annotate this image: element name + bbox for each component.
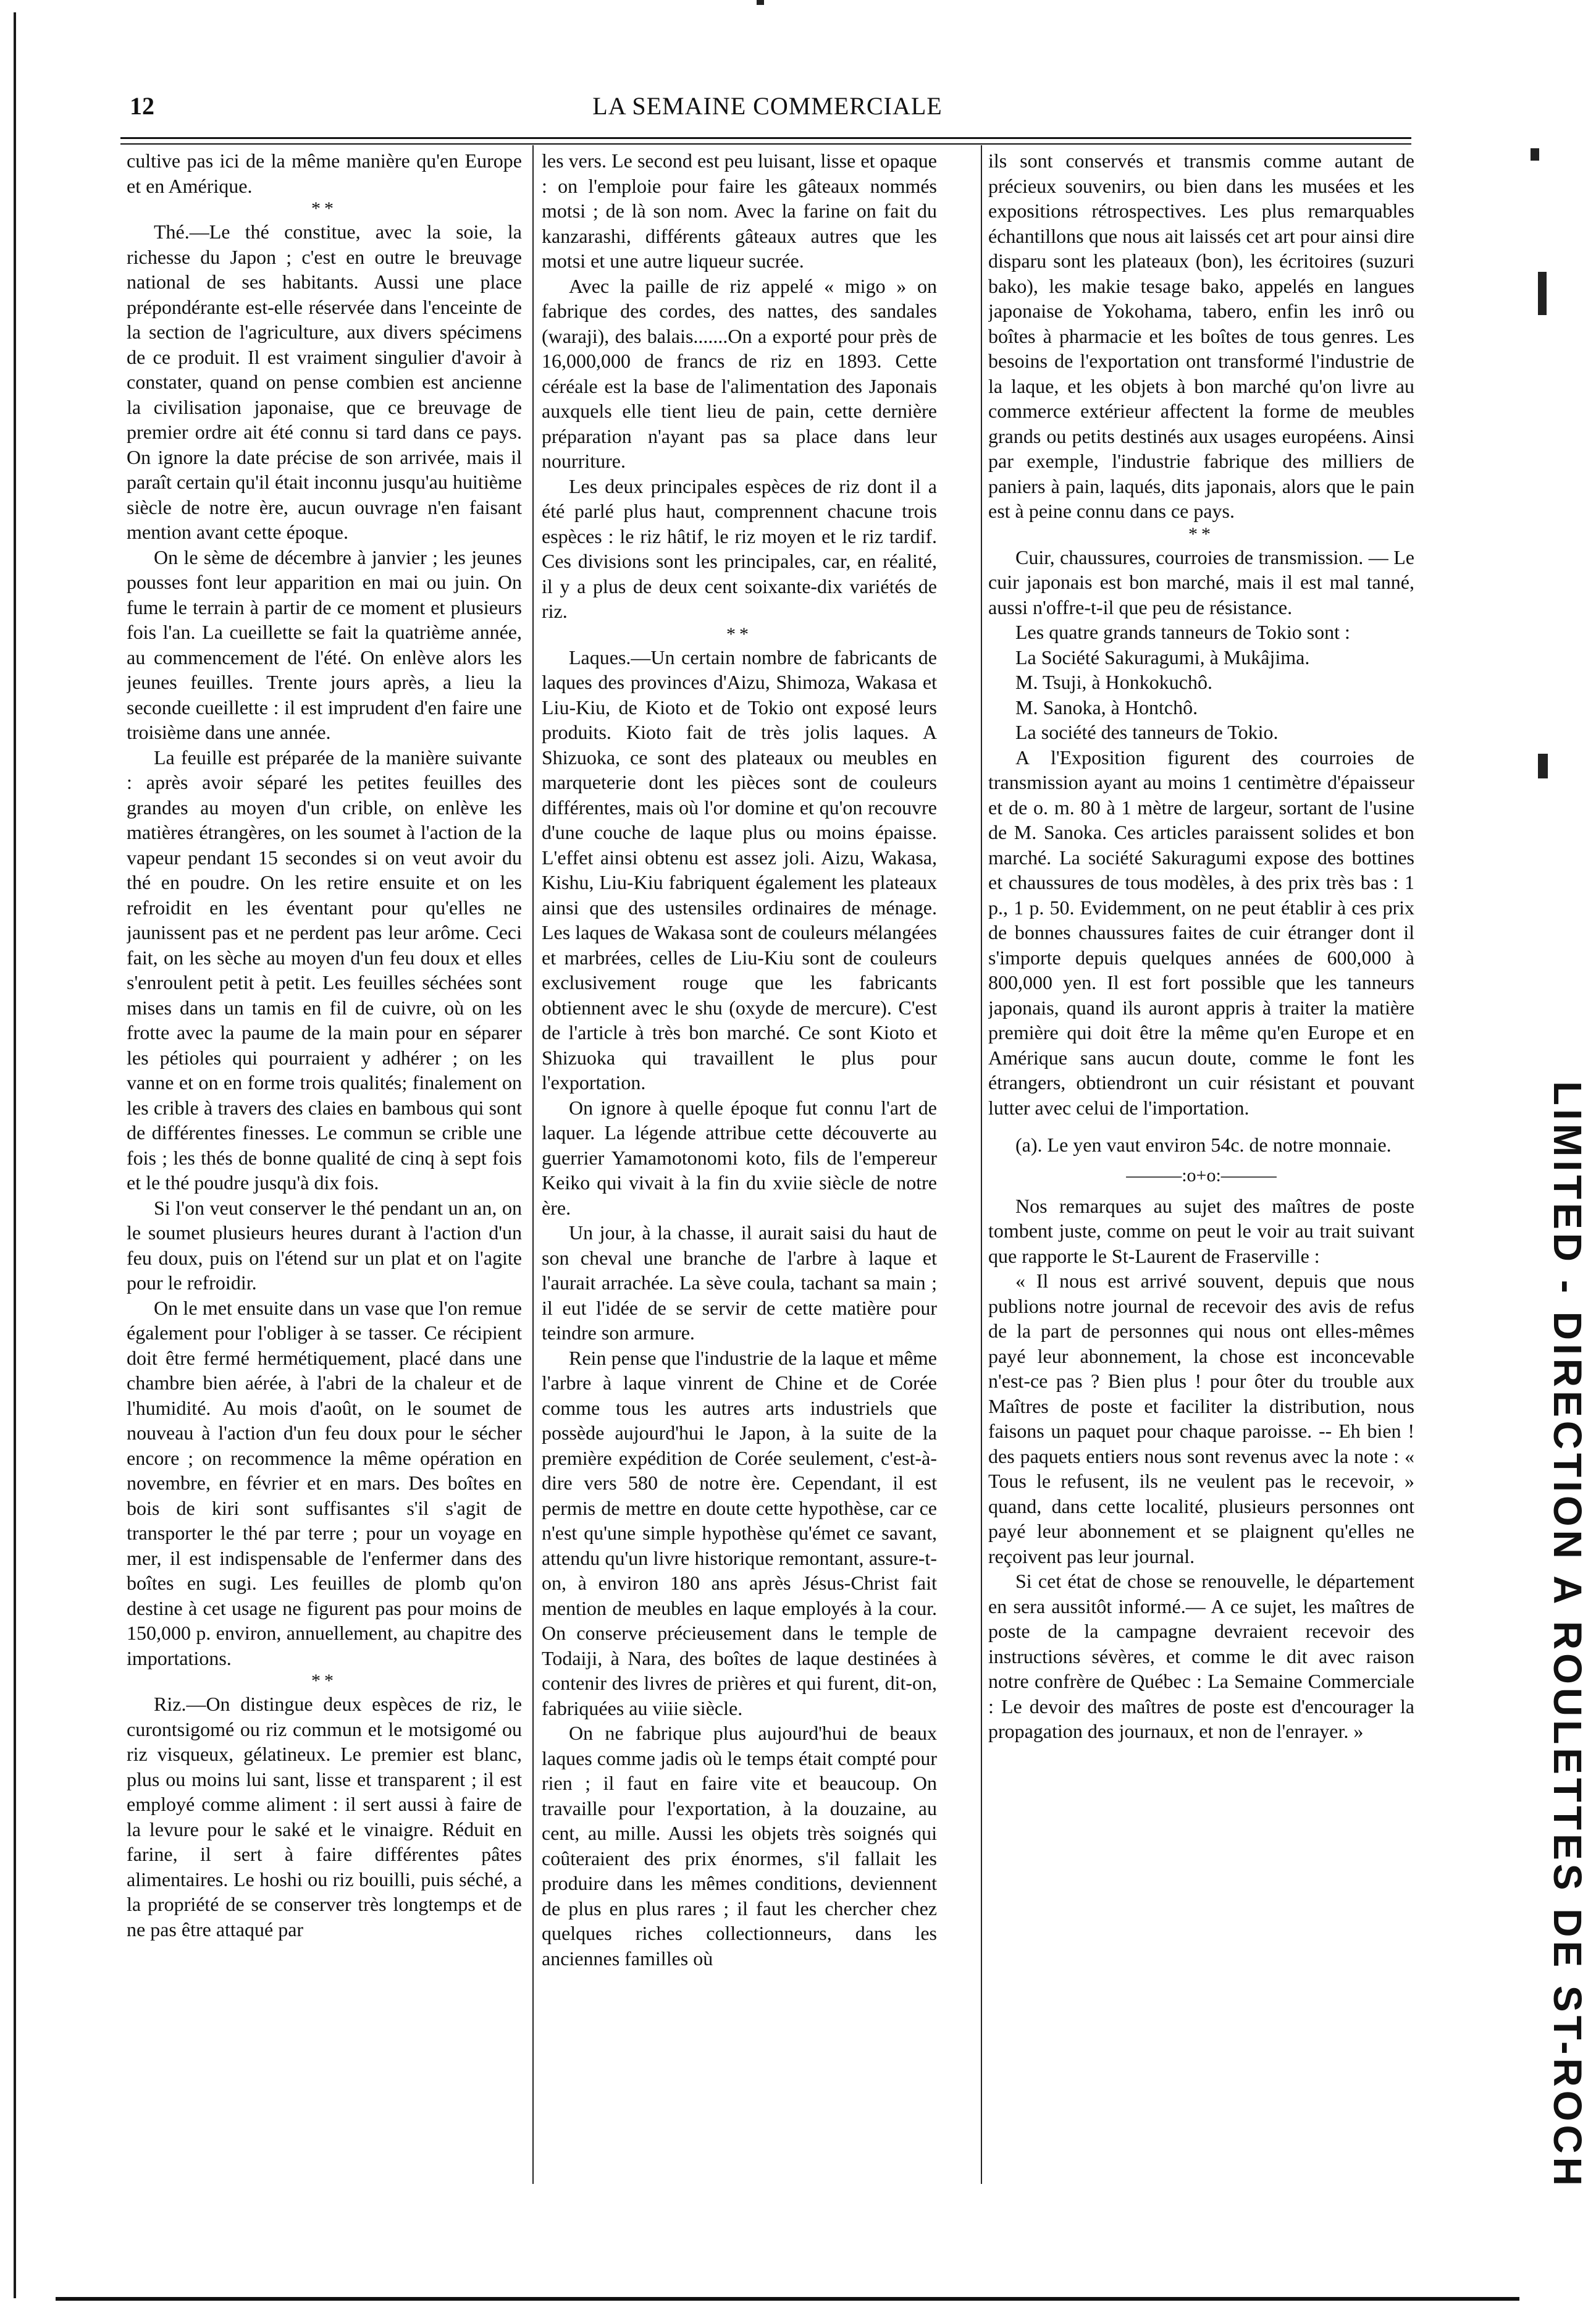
paragraph: On ne fabrique plus aujourd'hui de beaux laques comme jadis où le temps était compté pour rien ; il faut en faire vite et beaucoup. On travaille pour l'exportation, à la douzaine, au cent, au mille. Aussi les objets très soignés qui coûteraient des prix énormes, s'il fallait les produire dans les mêmes conditions, deviennent de plus en plus rares ; il faut les chercher chez quelques riches collectionneurs, dans les anciennes familles où <box>542 1722 937 1970</box>
paragraph: Nos remarques au sujet des maîtres de poste tombent juste, comme on peut le voir au trait suivant que rapporte le St-Laurent de Fraserville : <box>988 1194 1414 1267</box>
column-3 <box>988 148 1414 2193</box>
page-header <box>124 91 1411 129</box>
paragraph-laques: Laques.—Un certain nombre de fabricants de laques des provinces d'Aizu, Shimoza, Wakasa et Liu-Kiu, de Kioto et de Tokio ont exposé leurs produits. Kioto fait de très jolis laques. A Shizuoka, ce sont des plateaux ou meubles en marqueterie dont les pièces sont de couleurs différentes, mais où l'or domine et qu'on recouvre d'une couche de laque plus ou moins épaisse. L'effet ainsi obtenu est assez joli. Aizu, Wakasa, Kishu, Liu-Kiu fabriquent également les plateaux ainsi que des ustensiles ordinaires de ménage. Les laques de Wakasa sont de couleurs mélangées et marbrées, celles de Liu-Kiu sont de couleurs exclusivement rouge que les fabricants obtiennent avec le shu (oxyde de mercure). C'est de l'article à très bon marché. Ce sont Kioto et Shizuoka qui travaillent le plus pour l'exportation. <box>542 646 937 1094</box>
paragraph: Si cet état de chose se renouvelle, le département en sera aussitôt informé.— A ce sujet, les maîtres de poste de la campagne devraient recevoir des instructions sévères, et comme le dit avec raison notre confrère de Québec : La Semaine Commerciale : Le devoir des maîtres de poste est d'encourager la propagation des journaux, et non de l'enrayer. » <box>988 1570 1414 1742</box>
paragraph: Les deux principales espèces de riz dont il a été parlé plus haut, comprennent chacune trois espèces : le riz hâtif, le riz moyen et le riz tardif. Ces divisions sont les principales, car, en réalité, il y a plus de deux cent soixante-dix variétés de riz. <box>542 474 937 622</box>
column-rule <box>981 145 982 2184</box>
column-rule <box>532 145 534 2184</box>
journal-title: LA SEMAINE COMMERCIALE <box>592 92 943 120</box>
quoted-paragraph: « Il nous est arrivé souvent, depuis que nous publions notre journal de recevoir des avis de refus de la part de personnes qui nous ont elles-mêmes payé leur abonnement, la chose est inconcevable n'est-ce pas ? Bien plus ! pour ôter du trouble aux Maîtres de poste et faciliter la distribution, nous faisons un paquet pour chaque paroisse. -- Eh bien ! des paquets entiers nous sont revenus avec la note : « Tous le refusent, ils ne veulent pas le recevoir, » quand, dans cette localité, plusieurs personnes ont payé leur abonnement et se plaignent qu'elles ne reçoivent pas leur journal. <box>988 1270 1414 1567</box>
bleed-through-text: LIMITED - DIRECTION A ROULETTES DE ST-ROCH <box>1545 1081 1590 2189</box>
footnote: (a). Le yen vaut environ 54c. de notre monnaie. <box>1015 1134 1392 1156</box>
list-item: La Société Sakuragumi, à Mukâjima. <box>1015 646 1310 668</box>
section-separator: ** <box>726 623 752 644</box>
paragraph-cuir: Cuir, chaussures, courroies de transmission. — Le cuir japonais est bon marché, mais il est mal tanné, aussi n'offre-t-il que peu de résistance. <box>988 546 1414 618</box>
section-separator: ———:o+o:——— <box>1126 1165 1277 1186</box>
paragraph: Rein pense que l'industrie de la laque et même l'arbre à laque vinrent de Chine et de Corée comme tous les autres arts industriels que possède aujourd'hui le Japon, à la suite de la première expédition de Corée seulement, c'est-à-dire vers 580 de notre ère. Cependant, il est permis de mettre en doute cette hypothèse, car ce n'est qu'une simple hypothèse qu'émet ce savant, attendu qu'un livre historique remontant, assure-t-on, à environ 180 ans après Jésus-Christ fait mention de meubles en laque employés à la cour. On conserve précieusement dans le temple de Todaiji, à Nara, des boîtes de laque destinées à contenir des livres de prières et qui furent, dit-on, fabriquées au viiie siècle. <box>542 1346 937 1719</box>
paragraph: ils sont conservés et transmis comme autant de précieux souvenirs, ou bien dans les musées et les expositions rétrospectives. Les plus remarquables échantillons que nous ait laissés cet art pour ainsi dire disparu sont les plateaux (bon), les écritoires (suzuri bako), les makie tesage bako, appelés en langues japonaise de Yokohama, tabero, enfin les inrô ou boîtes à pharmacie et les boîtes de tous genres. Les besoins de l'exportation ont transformé l'industrie de la laque, et les objets à bon marché qu'on livre au commerce extérieur affectent la forme de meubles grands ou petits destinés aux usages européens. Ainsi par exemple, l'industrie fabrique des milliers de paniers à pain, laqués, dits japonais, alors que le pain est à peine connu dans ce pays. <box>988 150 1414 522</box>
bottom-rule <box>56 2297 1519 2301</box>
margin-mark <box>1538 754 1548 778</box>
paragraph: les vers. Le second est peu luisant, lisse et opaque : on l'emploie pour faire les gâteaux nommés motsi ; de là son nom. Avec la farine on fait du kanzarashi, différents gâteaux autres que les motsi et une autre liqueur sucrée. <box>542 150 937 272</box>
page-number: 12 <box>130 92 154 120</box>
section-separator: ** <box>311 198 337 219</box>
paragraph: La feuille est préparée de la manière suivante : après avoir séparé les petites feuilles des grandes au moyen d'un crible, on enlève les matières étrangères, on les soumet à l'action de la vapeur pendant 15 secondes si on veut avoir du thé en poudre. On les retire ensuite et on les refroidit en les éventant pour qu'elles ne jaunissent pas et ne perdent pas leur arôme. Ceci fait, on les sèche au moyen d'un feu doux et elles s'enroulent petit à petit. Les feuilles séchées sont mises dans un tamis en fil de cuivre, où on les frotte avec la paume de la main pour en séparer les pétioles qui pourraient y adhérer ; on les vanne et on en forme trois qualités; finalement on les crible à travers des claies en bambous qui sont de différentes finesses. Le commun se crible une fois ; les thés de bonne qualité de cinq à sept fois et le thé poudre jusqu'à dix fois. <box>127 746 522 1194</box>
paragraph: Les quatre grands tanneurs de Tokio sont : <box>1015 621 1350 643</box>
paragraph: Si l'on veut conserver le thé pendant un an, on le soumet plusieurs heures durant à l'action d'un feu doux, puis on l'étend sur un plat et on l'agite pour le refroidir. <box>127 1196 522 1294</box>
paragraph: Avec la paille de riz appelé « migo » on fabrique des cordes, des nattes, des sandales (waraji), des balais.......On a exporté pour près de 16,000,000 de francs de riz en 1893. Cette céréale est la base de l'alimentation des Japonais auxquels elle tient lieu de pain, cette dernière préparation n'ayant pas sa place dans leur nourriture. <box>542 274 937 472</box>
paragraph: On ignore à quelle époque fut connu l'art de laquer. La légende attribue cette découverte au guerrier Yamamotonomi koto, fils de l'empereur Keiko qui vivait à la fin du xviie siècle de notre ère. <box>542 1096 937 1219</box>
print-speck <box>757 0 764 5</box>
list-item: M. Sanoka, à Hontchô. <box>1015 696 1198 719</box>
paragraph: On le met ensuite dans un vase que l'on remue également pour l'obliger à se tasser. Ce récipient doit être fermé hermétiquement, placé dans une chambre bien aérée, à l'abri de la chaleur et de l'humidité. Au mois d'août, on le soumet de nouveau à l'action d'un feu doux pour le sécher encore ; on recommence la même opération en novembre, en février et en mars. Des boîtes en bois de kiri sont suffisantes s'il s'agit de transporter le thé par terre ; pour un voyage en mer, il est indispensable de l'enfermer dans des boîtes en sugi. Les feuilles de plomb qu'on destine à cet usage ne figurent pas pour moins de 150,000 p. environ, annuellement, au chapitre des importations. <box>127 1296 522 1669</box>
paragraph-riz: Riz.—On distingue deux espèces de riz, le curontsigomé ou riz commun et le motsigomé ou riz visqueux, gélatineux. Le premier est blanc, plus ou moins lui sant, lisse et transparent ; il est employé comme aliment : il sert aussi à faire de la levure pour le saké et le vinaigre. Réduit en farine, il sert à faire différentes pâtes alimentaires. Le hoshi ou riz bouilli, puis séché, a la propriété de se conserver très longtemps et de ne pas être attaqué par <box>127 1693 522 1941</box>
paragraph: On le sème de décembre à janvier ; les jeunes pousses font leur apparition en mai ou juin. On fume le terrain à partir de ce moment et plusieurs fois l'an. La cueillette se fait la quatrième année, au commencement de l'été. On enlève alors les jeunes feuilles. Trente jours après, a lieu la seconde cueillette : il est imprudent d'en faire une troisième dans une année. <box>127 546 522 743</box>
list-item: M. Tsuji, à Honkokuchô. <box>1015 671 1212 693</box>
margin-mark <box>1538 272 1547 315</box>
paragraph-the: Thé.—Le thé constitue, avec la soie, la richesse du Japon ; c'est en outre le breuvage national de ses habitants. Aussi une place prépondérante est-elle réservée dans l'enceinte de la section de l'agriculture, aux divers spécimens de ce produit. Il est vraiment singulier d'avoir à constater, quand on pense combien est ancienne la civilisation japonaise, que ce breuvage de premier ordre ait été connu si tard dans ce pays. On ignore la date précise de son arrivée, mais il paraît certain qu'il était inconnu jusqu'au huitième siècle de notre ère, aucun ouvrage n'en faisant mention avant cette époque. <box>127 221 522 543</box>
list-item: La société des tanneurs de Tokio. <box>1015 721 1279 743</box>
column-2 <box>542 148 937 2193</box>
left-margin-line <box>14 12 16 2298</box>
paragraph: cultive pas ici de la même manière qu'en Europe et en Amérique. <box>127 150 522 197</box>
paragraph: Un jour, à la chasse, il aurait saisi du haut de son cheval une branche de l'arbre à laque et l'aurait arrachée. La sève coula, tachant sa main ; il eut l'idée de se servir de cette matière pour teindre son armure. <box>542 1221 937 1344</box>
section-separator: ** <box>311 1671 337 1691</box>
paragraph: A l'Exposition figurent des courroies de transmission ayant au moins 1 centimètre d'épaisseur et de o. m. 80 à 1 mètre de largeur, sortant de l'usine de M. Sanoka. Ces articles paraissent solides et bon marché. La société Sakuragumi expose des bottines et chaussures de tous modèles, à des prix très bas : 1 p., 1 p. 50. Evidemment, on ne peut établir à ces prix de bonnes chaussures faites de cuir étranger dont il s'importe depuis quelques années de 600,000 à 800,000 yen. Il est fort possible que les tanneurs japonais, quand ils auront appris à traiter la matière première qui doit être la même qu'en Europe et en Amérique sans aucun doute, comme le font les étrangers, obtiendront un cuir résistant et pouvant lutter avec celui de l'importation. <box>988 746 1414 1119</box>
bleed-through-strip <box>1522 1081 1596 2255</box>
header-rule <box>120 137 1411 145</box>
column-1 <box>127 148 522 2193</box>
section-separator: ** <box>1188 523 1214 544</box>
margin-mark <box>1531 148 1539 161</box>
